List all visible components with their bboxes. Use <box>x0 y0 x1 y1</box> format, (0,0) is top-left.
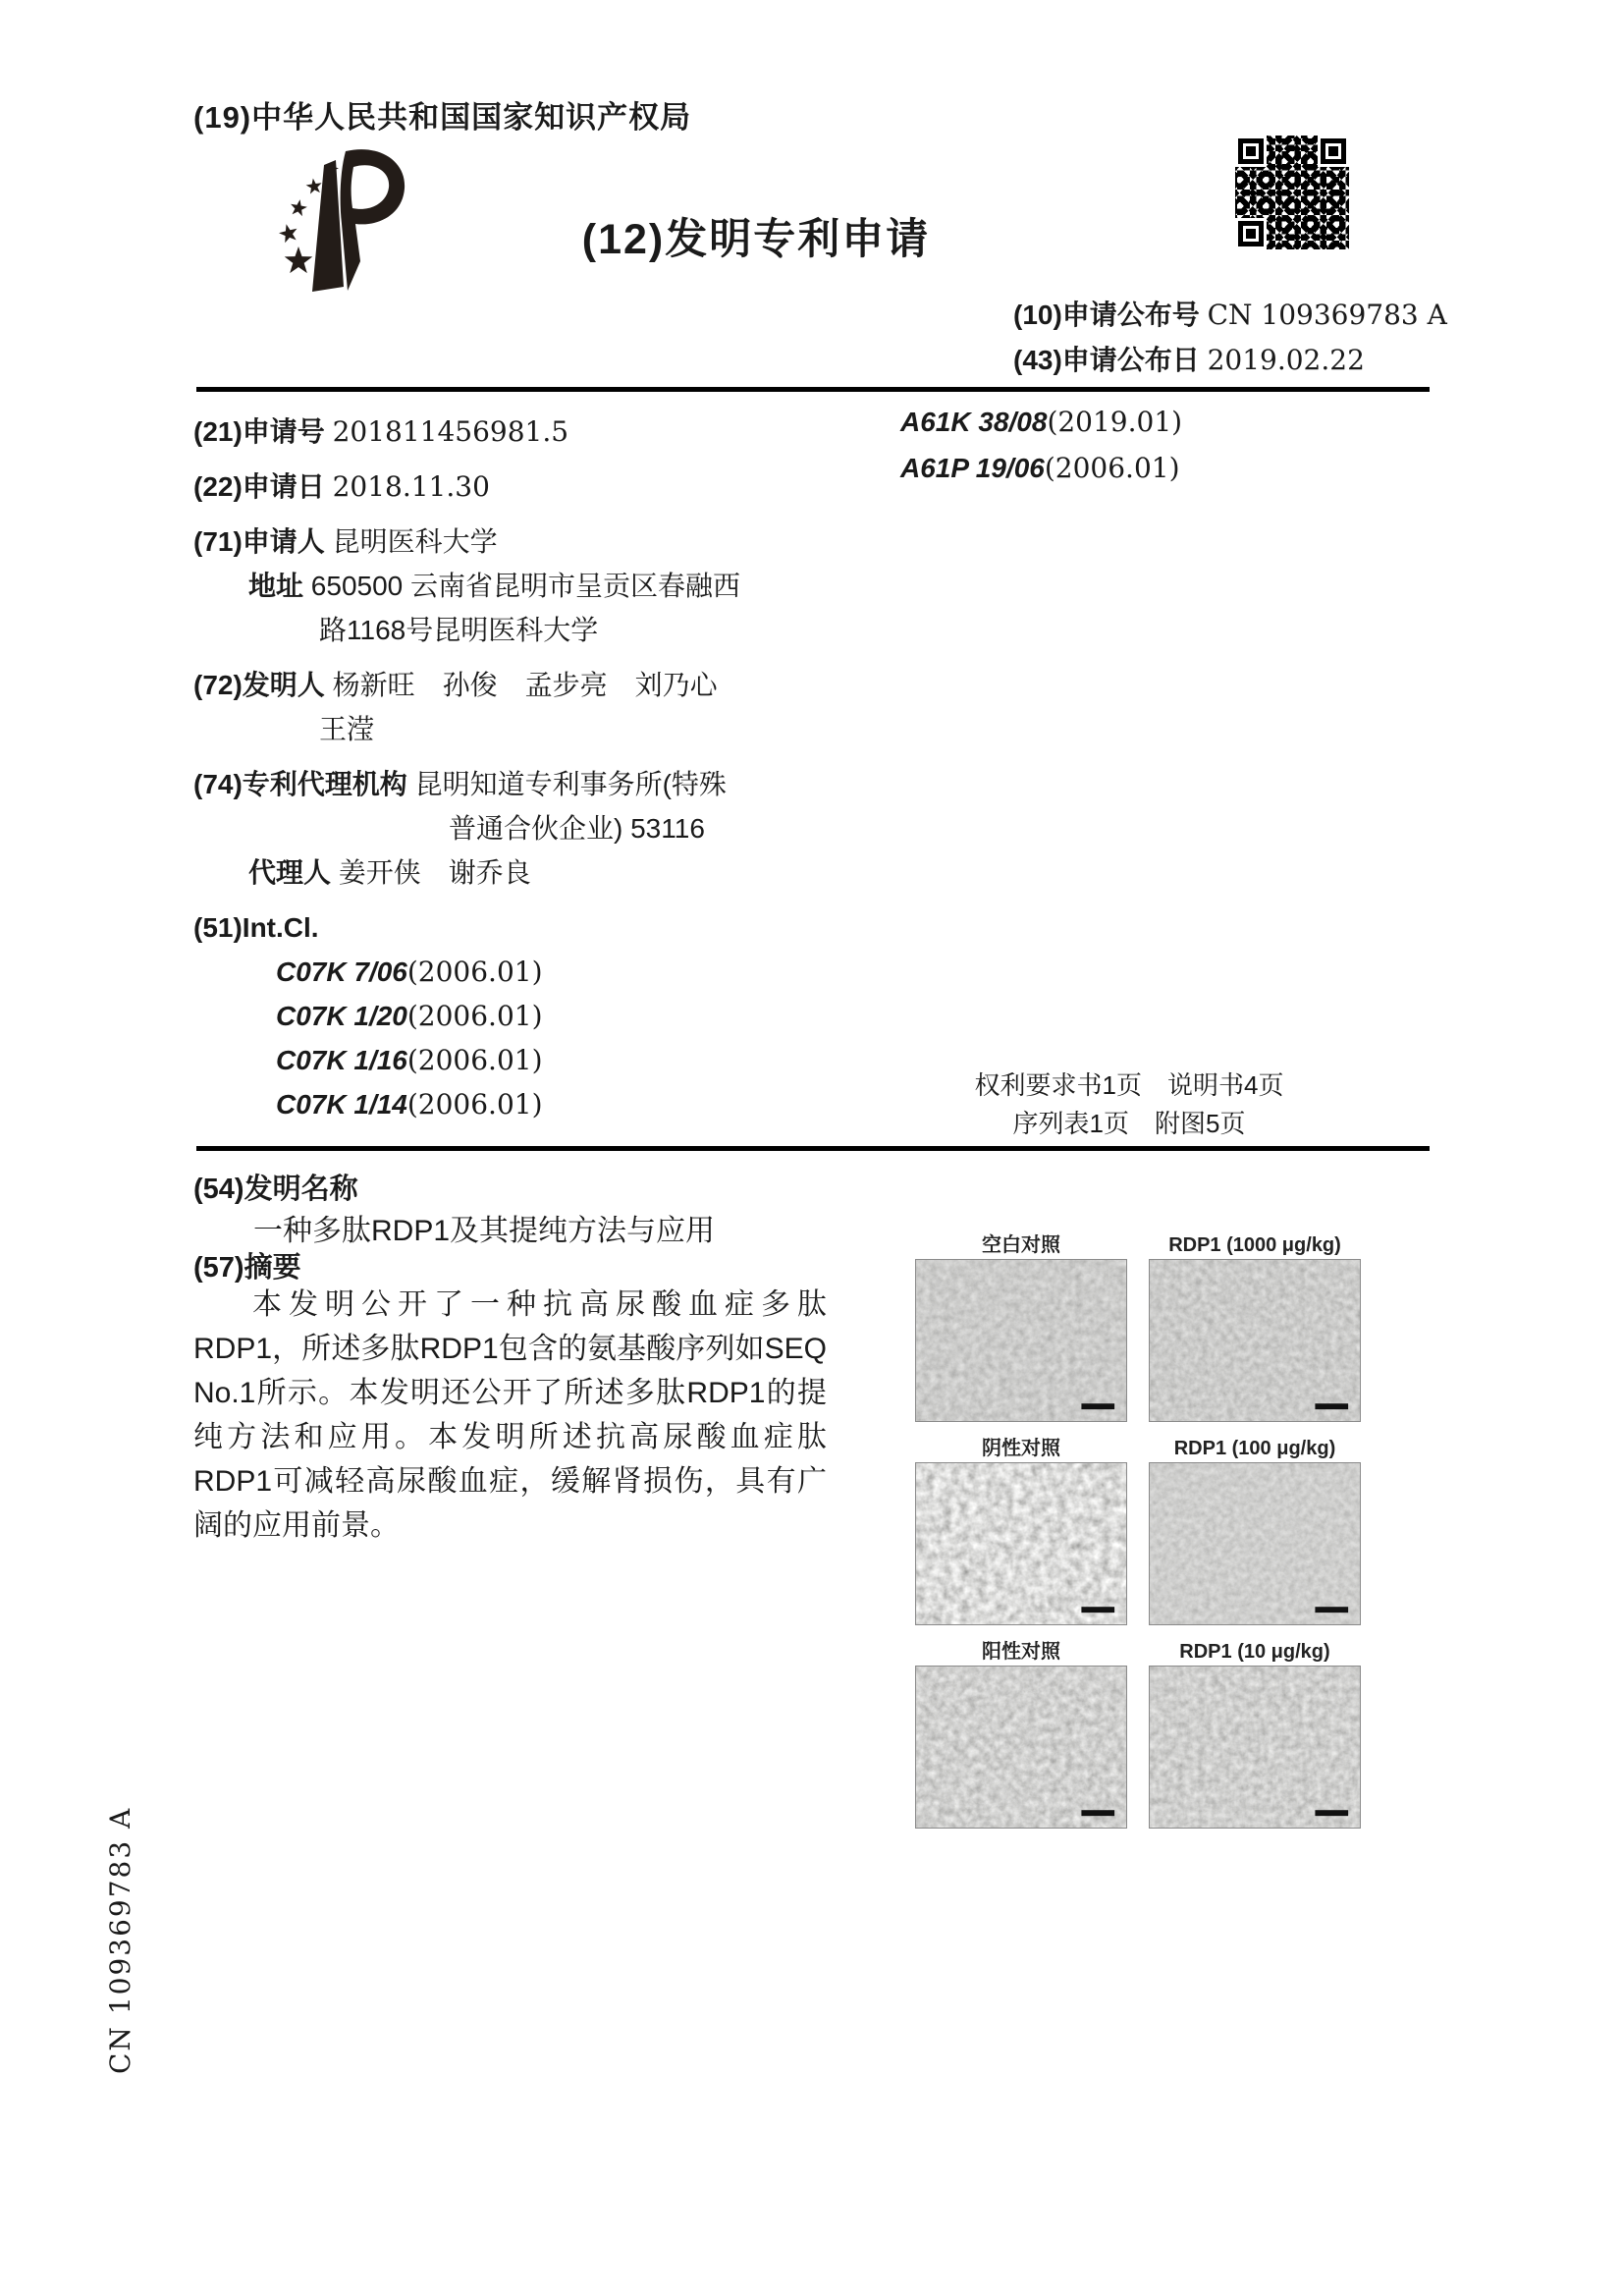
publication-date-value: 2019.02.22 <box>1207 344 1365 376</box>
publication-date-line <box>1013 338 1447 383</box>
qr-finder-icon <box>1238 221 1264 246</box>
micrograph-label: 空白对照 <box>982 1234 1060 1256</box>
abstract-text: 本发明公开了一种抗高尿酸血症多肽RDP1，所述多肽RDP1包含的氨基酸序列如SEQ No.1所示。本发明还公开了所述多肽RDP1的提纯方法和应用。本发明所述抗高尿酸血症肽RDP1可减轻高尿酸血症，缓解肾损伤，具有广阔的应用前景。 <box>193 1288 827 1542</box>
intcl-entry: C07K 1/20(2006.01) <box>276 1000 543 1032</box>
micrograph-label: 阳性对照 <box>982 1641 1060 1663</box>
qr-code <box>1235 136 1349 249</box>
document-type-title: (12)发明专利申请 <box>581 216 931 263</box>
figure-panel <box>915 1231 1369 1829</box>
micrograph-blank-control <box>915 1231 1127 1422</box>
agency-block <box>193 762 881 895</box>
intcl-entry: C07K 1/16(2006.01) <box>276 1044 543 1076</box>
publication-number-label: (10)申请公布号 <box>1013 300 1200 330</box>
publication-number-value: CN 109369783 A <box>1207 299 1447 331</box>
scale-bar <box>1081 1810 1114 1816</box>
micrograph-rdp1-100 <box>1149 1435 1361 1625</box>
application-number-label: (21)申请号 <box>193 416 325 447</box>
applicant-label: (71)申请人 <box>193 526 325 557</box>
scale-bar <box>1315 1607 1348 1613</box>
application-date-label: (22)申请日 <box>193 471 325 502</box>
micrograph-label: 阴性对照 <box>982 1438 1060 1459</box>
micrograph-image <box>1149 1666 1361 1829</box>
qr-finder-icon <box>1321 138 1346 164</box>
micrograph-label: RDP1 (1000 μg/kg) <box>1168 1234 1341 1256</box>
bibliographic-column <box>193 399 881 1126</box>
classification-entry: A61P 19/06(2006.01) <box>900 452 1180 484</box>
micrograph-rdp1-10 <box>1149 1638 1361 1829</box>
address-value-cont: 路1168号昆明医科大学 <box>319 615 599 645</box>
micrograph-image <box>915 1666 1127 1829</box>
qr-finder-icon <box>1238 138 1264 164</box>
micrograph-image <box>915 1462 1127 1625</box>
classification-entry: A61K 38/08(2019.01) <box>900 406 1183 438</box>
application-number-line <box>193 410 881 454</box>
right-classification-column <box>900 399 1182 491</box>
abstract-label: (57)摘要 <box>193 1252 301 1284</box>
inventors-value-cont: 王滢 <box>319 714 375 744</box>
application-date-line <box>193 465 881 509</box>
publication-date-label: (43)申请公布日 <box>1013 345 1200 375</box>
applicant-block <box>193 519 881 652</box>
micrograph-label: RDP1 (100 μg/kg) <box>1173 1438 1336 1459</box>
scale-bar <box>1315 1810 1348 1816</box>
header-divider <box>196 387 1430 392</box>
page-counts-line1: 权利要求书1页 说明书4页 <box>974 1070 1284 1100</box>
applicant-value: 昆明医科大学 <box>332 526 498 557</box>
page-counts <box>923 1066 1335 1143</box>
scale-bar <box>1315 1403 1348 1409</box>
cnipa-logo-icon <box>263 143 420 308</box>
agency-label: (74)专利代理机构 <box>193 769 407 799</box>
micrograph-label: RDP1 (10 μg/kg) <box>1179 1641 1330 1663</box>
vertical-document-code: CN 109369783 A <box>104 1806 136 2074</box>
micrograph-image <box>915 1259 1127 1422</box>
scale-bar <box>1081 1403 1114 1409</box>
address-value: 650500 云南省昆明市呈贡区春融西 <box>310 571 741 601</box>
micrograph-negative-control <box>915 1435 1127 1625</box>
invention-title: 一种多肽RDP1及其提纯方法与应用 <box>253 1215 716 1247</box>
agency-value-cont: 普通合伙企业) 53116 <box>449 813 705 844</box>
section-divider <box>196 1146 1430 1151</box>
scale-bar <box>1081 1607 1114 1613</box>
agency-value: 昆明知道专利事务所(特殊 <box>414 769 727 799</box>
intcl-entry: C07K 1/14(2006.01) <box>276 1088 543 1121</box>
inventors-block <box>193 663 881 751</box>
publication-number-line <box>1013 293 1447 338</box>
application-date-value: 2018.11.30 <box>332 470 490 503</box>
intcl-label: (51)Int.Cl. <box>193 912 319 943</box>
patent-office-name: (19)中华人民共和国国家知识产权局 <box>193 100 692 135</box>
publication-block <box>1013 293 1447 383</box>
page-counts-line2: 序列表1页 附图5页 <box>1012 1109 1246 1138</box>
micrograph-positive-control <box>915 1638 1127 1829</box>
micrograph-image <box>1149 1462 1361 1625</box>
intcl-entry: C07K 7/06(2006.01) <box>276 956 543 988</box>
agent-label: 代理人 <box>248 857 332 888</box>
intcl-block <box>193 905 881 1126</box>
invention-title-label: (54)发明名称 <box>193 1174 358 1205</box>
micrograph-image <box>1149 1259 1361 1422</box>
agent-value: 姜开侠 谢乔良 <box>338 857 531 888</box>
address-label: 地址 <box>248 571 304 601</box>
inventors-value: 杨新旺 孙俊 孟步亮 刘乃心 <box>332 670 718 700</box>
application-number-value: 201811456981.5 <box>332 415 569 448</box>
micrograph-rdp1-1000 <box>1149 1231 1361 1422</box>
inventors-label: (72)发明人 <box>193 670 325 700</box>
